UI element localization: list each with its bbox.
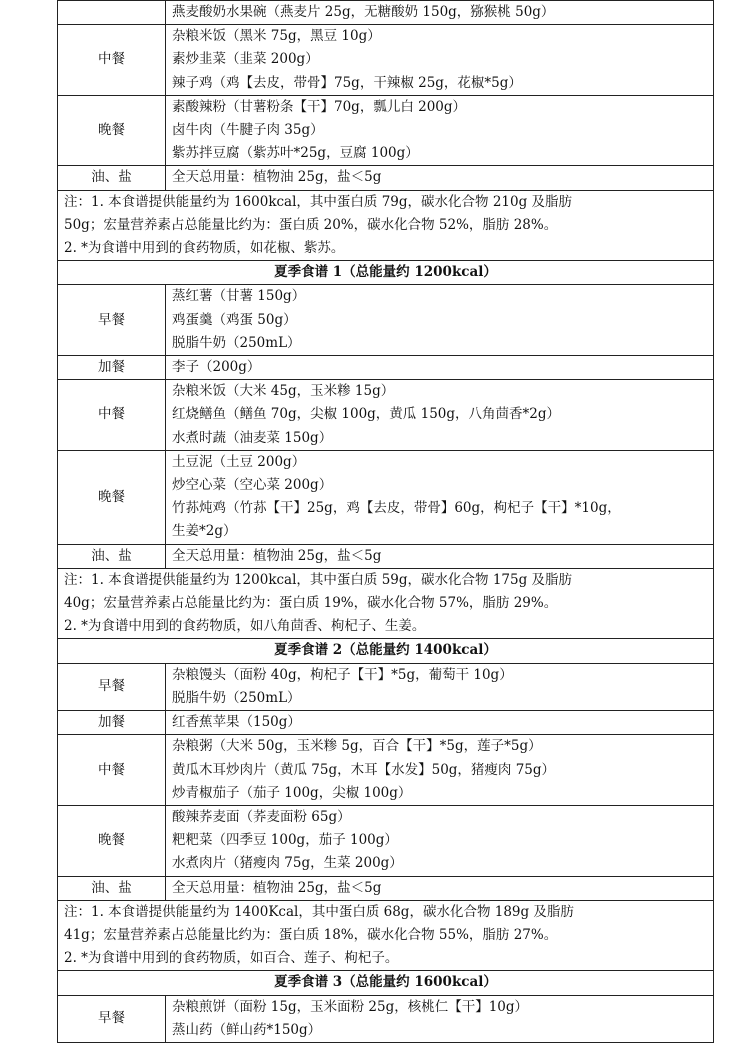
food-item: 杂粮馒头（面粉 40g，枸杞子【干】*5g，葡萄干 10g） bbox=[172, 666, 513, 683]
meal-label: 油、盐 bbox=[58, 544, 166, 568]
meal-items bbox=[166, 166, 714, 190]
food-item: 竹荪炖鸡（竹荪【干】25g，鸡【去皮，带骨】60g，枸杞子【干】*10g， bbox=[172, 500, 621, 517]
note-row bbox=[58, 190, 714, 261]
note-row bbox=[58, 568, 714, 639]
meal-row bbox=[58, 805, 714, 876]
food-item: 蒸红薯（甘薯 150g） bbox=[172, 288, 306, 305]
meal-row bbox=[58, 995, 714, 1042]
food-item: 辣子鸡（鸡【去皮，带骨】75g，干辣椒 25g，花椒*5g） bbox=[172, 74, 522, 91]
meal-row bbox=[58, 166, 714, 190]
section-title: 夏季食谱 1（总能量约 1200kcal） bbox=[58, 261, 714, 285]
food-item: 土豆泥（土豆 200g） bbox=[172, 453, 306, 470]
note-line: 注：1. 本食谱提供能量约为 1200kcal，其中蛋白质 59g，碳水化合物 175g 及脂肪 bbox=[64, 571, 573, 588]
food-item: 素酸辣粉（甘薯粉条【干】70g，瓢儿白 200g） bbox=[172, 98, 467, 115]
meal-row bbox=[58, 450, 714, 544]
meal-label: 加餐 bbox=[58, 711, 166, 735]
food-item: 脱脂牛奶（250mL） bbox=[172, 689, 301, 706]
section-title: 夏季食谱 2（总能量约 1400kcal） bbox=[58, 639, 714, 663]
meal-label: 油、盐 bbox=[58, 876, 166, 900]
food-item: 素炒韭菜（韭菜 200g） bbox=[172, 51, 319, 68]
meal-label: 中餐 bbox=[58, 380, 166, 451]
food-item: 杂粮煎饼（面粉 15g，玉米面粉 25g，核桃仁【干】10g） bbox=[172, 998, 529, 1015]
meal-row bbox=[58, 663, 714, 710]
meal-row bbox=[58, 25, 714, 96]
food-item: 酸辣荞麦面（荞麦面粉 65g） bbox=[172, 808, 351, 825]
meal-items bbox=[166, 735, 714, 806]
food-item: 全天总用量：植物油 25g，盐＜5g bbox=[172, 547, 382, 564]
food-item: 全天总用量：植物油 25g，盐＜5g bbox=[172, 169, 382, 186]
recipe-table-body bbox=[58, 1, 714, 1043]
note-line: 注：1. 本食谱提供能量约为 1400Kcal，其中蛋白质 68g，碳水化合物 189g 及脂肪 bbox=[64, 903, 574, 920]
meal-items bbox=[166, 544, 714, 568]
meal-label: 早餐 bbox=[58, 995, 166, 1042]
meal-row bbox=[58, 285, 714, 356]
food-item: 生姜*2g） bbox=[172, 523, 237, 540]
section-title: 夏季食谱 3（总能量约 1600kcal） bbox=[58, 971, 714, 995]
note-line: 注：1. 本食谱提供能量约为 1600kcal，其中蛋白质 79g，碳水化合物 210g 及脂肪 bbox=[64, 193, 573, 210]
meal-label: 晚餐 bbox=[58, 805, 166, 876]
note-row bbox=[58, 900, 714, 971]
meal-items bbox=[166, 380, 714, 451]
food-item: 炒空心菜（空心菜 200g） bbox=[172, 477, 333, 494]
meal-items bbox=[166, 995, 714, 1042]
food-item: 杂粮米饭（大米 45g，玉米糁 15g） bbox=[172, 383, 395, 400]
food-item: 炒青椒茄子（茄子 100g，尖椒 100g） bbox=[172, 784, 412, 801]
meal-row bbox=[58, 876, 714, 900]
food-item: 李子（200g） bbox=[172, 359, 261, 376]
meal-label: 中餐 bbox=[58, 735, 166, 806]
meal-row bbox=[58, 544, 714, 568]
note-line: 2. *为食谱中用到的食药物质，如八角茴香、枸杞子、生姜。 bbox=[64, 618, 426, 635]
food-item: 粑粑菜（四季豆 100g，茄子 100g） bbox=[172, 832, 398, 849]
section-title-row bbox=[58, 639, 714, 663]
meal-items bbox=[166, 285, 714, 356]
meal-row bbox=[58, 735, 714, 806]
food-item: 红烧鳝鱼（鳝鱼 70g，尖椒 100g，黄瓜 150g，八角茴香*2g） bbox=[172, 406, 560, 423]
meal-label: 晚餐 bbox=[58, 95, 166, 166]
note-line: 2. *为食谱中用到的食药物质，如百合、莲子、枸杞子。 bbox=[64, 950, 399, 967]
meal-items bbox=[166, 711, 714, 735]
note-cell bbox=[58, 190, 714, 261]
note-line: 2. *为食谱中用到的食药物质，如花椒、紫苏。 bbox=[64, 240, 345, 257]
recipe-table bbox=[57, 0, 714, 1043]
meal-label: 晚餐 bbox=[58, 450, 166, 544]
meal-label: 油、盐 bbox=[58, 166, 166, 190]
meal-items bbox=[166, 663, 714, 710]
meal-row bbox=[58, 1, 714, 25]
meal-label bbox=[58, 1, 166, 25]
meal-items bbox=[166, 876, 714, 900]
food-item: 黄瓜木耳炒肉片（黄瓜 75g，木耳【水发】50g，猪瘦肉 75g） bbox=[172, 761, 556, 778]
food-item: 水煮时蔬（油麦菜 150g） bbox=[172, 429, 333, 446]
food-item: 卤牛肉（牛腱子肉 35g） bbox=[172, 122, 324, 139]
meal-label: 早餐 bbox=[58, 663, 166, 710]
note-cell bbox=[58, 900, 714, 971]
meal-row bbox=[58, 711, 714, 735]
food-item: 紫苏拌豆腐（紫苏叶*25g，豆腐 100g） bbox=[172, 145, 419, 162]
food-item: 水煮肉片（猪瘦肉 75g，生菜 200g） bbox=[172, 855, 403, 872]
food-item: 脱脂牛奶（250mL） bbox=[172, 334, 301, 351]
section-title-row bbox=[58, 971, 714, 995]
note-line: 50g；宏量营养素占总能量比约为：蛋白质 20%，碳水化合物 52%，脂肪 28%。 bbox=[64, 216, 558, 233]
meal-items bbox=[166, 805, 714, 876]
section-title-row bbox=[58, 261, 714, 285]
note-cell bbox=[58, 568, 714, 639]
food-item: 全天总用量：植物油 25g，盐＜5g bbox=[172, 879, 382, 896]
food-item: 鸡蛋羹（鸡蛋 50g） bbox=[172, 311, 297, 328]
meal-items bbox=[166, 356, 714, 380]
food-item: 红香蕉苹果（150g） bbox=[172, 714, 301, 731]
meal-items bbox=[166, 25, 714, 96]
meal-label: 加餐 bbox=[58, 356, 166, 380]
meal-row bbox=[58, 356, 714, 380]
meal-row bbox=[58, 380, 714, 451]
food-item: 杂粮米饭（黑米 75g，黑豆 10g） bbox=[172, 28, 381, 45]
food-item: 杂粮粥（大米 50g，玉米糁 5g，百合【干】*5g，莲子*5g） bbox=[172, 738, 542, 755]
food-item: 燕麦酸奶水果碗（燕麦片 25g，无糖酸奶 150g，猕猴桃 50g） bbox=[172, 4, 555, 20]
meal-label: 中餐 bbox=[58, 25, 166, 96]
note-line: 40g；宏量营养素占总能量比约为：蛋白质 19%，碳水化合物 57%，脂肪 29%。 bbox=[64, 595, 558, 612]
meal-label: 早餐 bbox=[58, 285, 166, 356]
meal-items bbox=[166, 1, 714, 25]
note-line: 41g；宏量营养素占总能量比约为：蛋白质 18%，碳水化合物 55%，脂肪 27%。 bbox=[64, 926, 558, 943]
meal-items bbox=[166, 450, 714, 544]
meal-items bbox=[166, 95, 714, 166]
food-item: 蒸山药（鲜山药*150g） bbox=[172, 1021, 322, 1038]
meal-row bbox=[58, 95, 714, 166]
